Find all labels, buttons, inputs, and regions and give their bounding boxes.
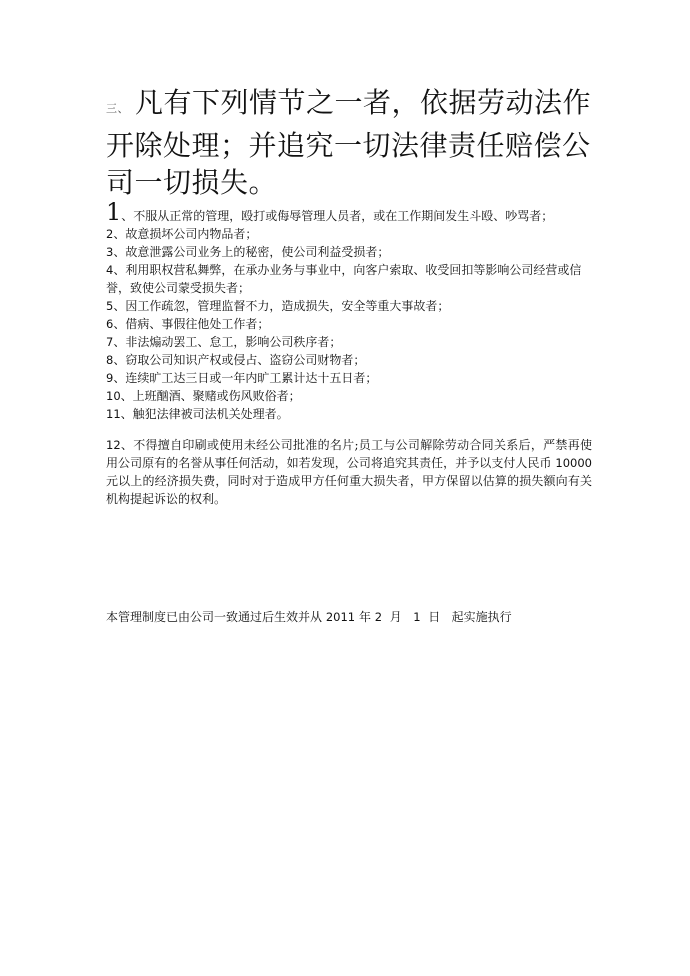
list-item-text: 、非法煽动罢工、怠工，影响公司秩序者； xyxy=(113,335,342,349)
business-card-clause xyxy=(106,436,592,508)
list-item-text: 、不服从正常的管理，殴打或侮辱管理人员者，或在工作期间发生斗殴、吵骂者； xyxy=(121,209,554,223)
list-item-text: 、触犯法律被司法机关处理者。 xyxy=(120,407,289,421)
list-item xyxy=(106,261,596,297)
list-item xyxy=(106,297,596,315)
list-item xyxy=(106,405,596,423)
section-number: 三、 xyxy=(106,102,129,115)
list-item-number: 7 xyxy=(106,335,114,349)
clause-text-part1: 、不得擅自印刷或使用未经公司批准的名片;员工与公司解除劳动合同关系后，严禁再使用公司原有的名誉从事任何活动，如若发现，公司将追究其责任，并予以支付人民币 xyxy=(106,438,592,470)
list-item xyxy=(106,369,596,387)
footer-text: 本管理制度已由公司一致通过后生效并从 xyxy=(106,610,323,624)
list-item xyxy=(106,351,596,369)
list-item xyxy=(106,225,596,243)
list-item-text: 、故意泄露公司业务上的秘密，使公司利益受损者； xyxy=(113,245,390,259)
list-item xyxy=(106,333,596,351)
day-unit: 日 xyxy=(428,610,441,624)
effective-month: 2 xyxy=(374,610,383,624)
list-item-number: 1 xyxy=(106,198,122,226)
effective-date-statement xyxy=(106,608,596,626)
list-item-number: 2 xyxy=(106,227,114,241)
footer-text-end: 起实施执行 xyxy=(451,610,512,624)
effective-day: 1 xyxy=(413,610,421,624)
list-item-number: 9 xyxy=(106,371,114,385)
effective-year: 2011 xyxy=(325,610,356,624)
list-item xyxy=(106,200,596,225)
list-item-number: 6 xyxy=(106,317,114,331)
list-item-text: 、连续旷工达三日或一年内旷工累计达十五日者； xyxy=(113,371,378,385)
year-unit: 年 xyxy=(358,610,371,624)
list-item-number: 10 xyxy=(106,389,121,403)
list-item-text: 、窃取公司知识产权或侵占、盗窃公司财物者； xyxy=(113,353,366,367)
list-item-text: 、借病、事假往他处工作者； xyxy=(113,317,270,331)
compensation-amount: 10000 xyxy=(555,456,592,470)
list-item xyxy=(106,387,596,405)
section-heading-text: 凡有下列情节之一者，依据劳动法作开除处理；并追究一切法律责任赔偿公司一切损失。 xyxy=(106,86,592,199)
list-item xyxy=(106,315,596,333)
list-item-text: 、因工作疏忽，管理监督不力，造成损失，安全等重大事故者； xyxy=(113,299,450,313)
clause-number: 12 xyxy=(106,438,121,452)
violation-list xyxy=(106,200,596,423)
list-item-number: 8 xyxy=(106,353,114,367)
section-heading xyxy=(106,84,601,201)
list-item-text: 、故意损坏公司内物品者； xyxy=(113,227,258,241)
list-item-text: 、上班酗酒、聚赌或伤风败俗者； xyxy=(120,389,301,403)
list-item-number: 5 xyxy=(106,299,114,313)
clause-text-part2: 元以上的经济损失费，同时对于造成甲方任何重大损失者，甲方保留以估算的损失额向有关机构提起诉讼的权利。 xyxy=(106,474,592,506)
list-item-number: 3 xyxy=(106,245,114,259)
month-unit: 月 xyxy=(389,610,402,624)
list-item-text: 、利用职权营私舞弊，在承办业务与事业中，向客户索取、收受回扣等影响公司经营或信誉，致使公司蒙受损失者； xyxy=(106,263,582,295)
list-item xyxy=(106,243,596,261)
list-item-number: 4 xyxy=(106,263,114,277)
list-item-number: 11 xyxy=(106,407,121,421)
